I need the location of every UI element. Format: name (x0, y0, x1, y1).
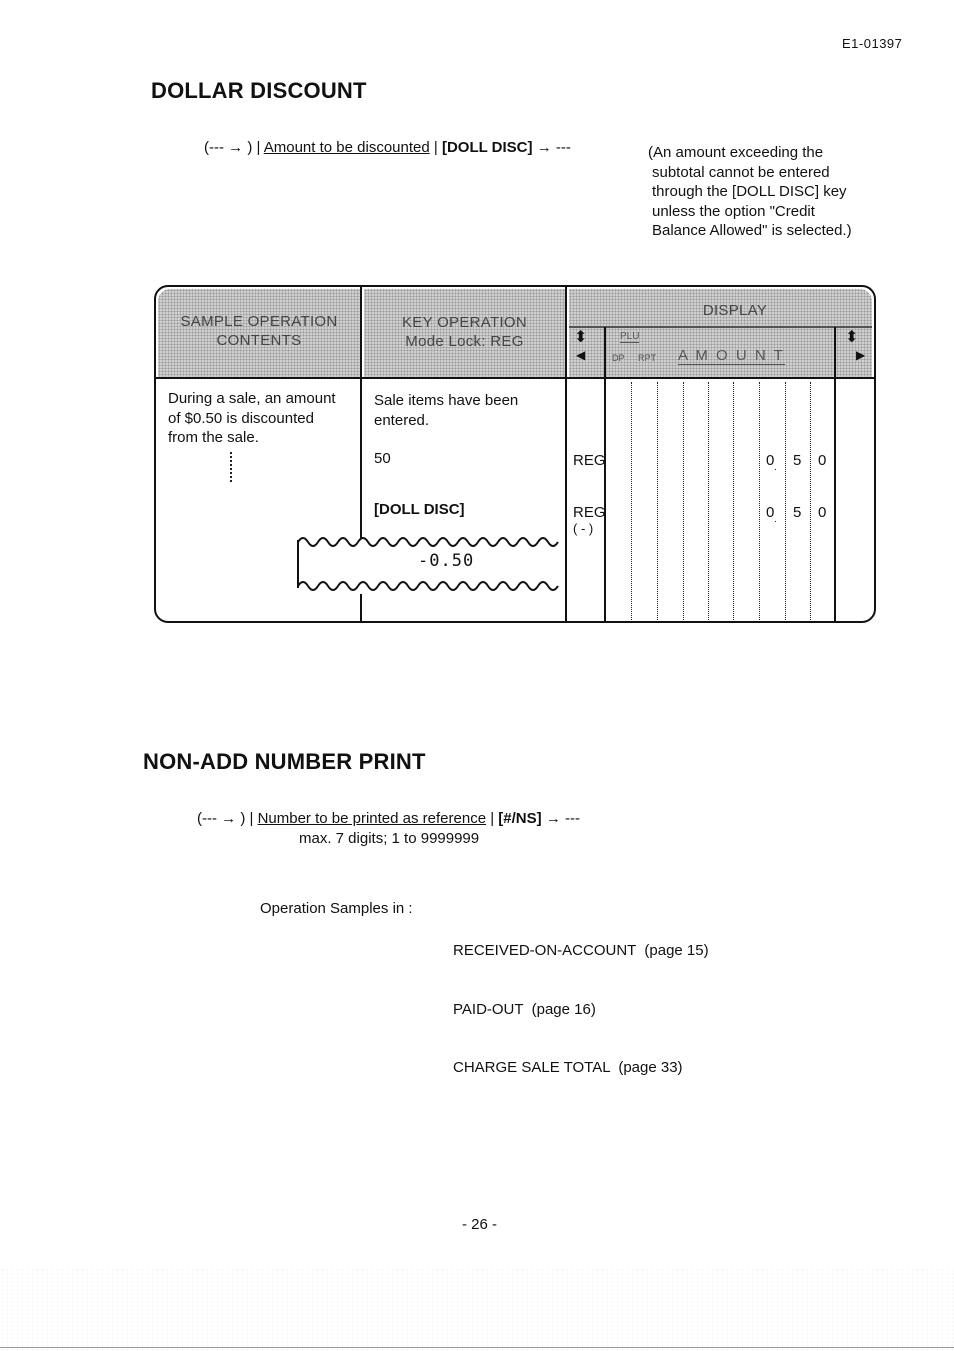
contents-line: from the sale. (168, 429, 259, 446)
syntax-open: (--- (197, 810, 217, 827)
note-line: Balance Allowed" is selected.) (652, 222, 852, 239)
note-line: through the [DOLL DISC] key (652, 183, 847, 200)
display-digit: 0 (818, 452, 827, 469)
display-mode: REG (573, 452, 606, 469)
display-mode-sub: ( - ) (573, 521, 594, 536)
note-line: (An amount exceeding the (648, 144, 824, 161)
header-key-op-label (364, 313, 565, 351)
section-title-non-add: NON-ADD NUMBER PRINT (143, 749, 426, 774)
amount-label: A M O U N T (678, 347, 785, 364)
plu-label: PLU (620, 331, 640, 342)
syntax-open: (--- (204, 139, 224, 156)
contents-line: During a sale, an amount (168, 390, 336, 407)
updown-arrow-icon: ⬍ (574, 329, 588, 346)
arrow-icon: → (228, 139, 244, 156)
digit-column-divider (785, 382, 786, 620)
non-add-syntax (197, 810, 580, 827)
display-digit: 0 (766, 452, 775, 469)
note-line: subtotal cannot be entered (652, 163, 830, 181)
display-digit: 0 (818, 504, 827, 521)
syntax-item: Amount to be discounted (263, 139, 430, 156)
left-arrow-icon: ◀ (576, 348, 586, 362)
syntax-close: ) (240, 810, 246, 827)
sample-ref: RECEIVED-ON-ACCOUNT (page 15) (453, 942, 709, 959)
syntax-key: [DOLL DISC] (441, 139, 533, 156)
key-op-note (374, 391, 518, 430)
display-inner-divider (834, 327, 836, 621)
syntax-tail: --- (564, 810, 580, 827)
key-op-line: Sale items have been (374, 392, 519, 409)
syntax-key: [#/NS] (498, 810, 542, 827)
dollar-discount-note (648, 143, 852, 241)
header-contents-line1: SAMPLE OPERATION (180, 313, 338, 330)
samples-label: Operation Samples in : (260, 900, 413, 917)
digit-column-divider (631, 382, 632, 620)
key-op-doll-disc: [DOLL DISC] (374, 501, 465, 518)
digit-column-divider (657, 382, 658, 620)
header-contents-label (158, 312, 360, 350)
digit-column-divider (683, 382, 684, 620)
page-number: - 26 - (462, 1216, 498, 1233)
header-display-label: DISPLAY (702, 302, 768, 319)
display-mode: REG (573, 504, 606, 521)
dollar-discount-syntax (204, 139, 571, 156)
continuation-dots (230, 452, 232, 482)
syntax-separator: | (490, 810, 495, 827)
scan-edge (0, 1347, 954, 1348)
key-op-value: 50 (374, 450, 391, 467)
syntax-separator: | (249, 810, 254, 827)
arrow-icon: → (545, 810, 561, 827)
non-add-limit: max. 7 digits; 1 to 9999999 (299, 830, 480, 847)
syntax-separator: | (256, 139, 261, 156)
rpt-label: RPT (638, 353, 656, 363)
digit-column-divider (733, 382, 734, 620)
header-divider (156, 377, 874, 379)
sample-contents (168, 389, 336, 448)
display-digit: 5 (793, 452, 802, 469)
right-arrow-icon: ▶ (856, 348, 866, 362)
syntax-separator: | (433, 139, 438, 156)
header-key-op-line2: Mode Lock: REG (405, 333, 524, 350)
key-op-line: entered. (374, 411, 430, 429)
syntax-tail: --- (555, 139, 571, 156)
note-line: unless the option "Credit (652, 202, 815, 220)
contents-line: of $0.50 is discounted (168, 409, 314, 427)
updown-arrow-icon: ⬍ (845, 329, 859, 346)
syntax-item: Number to be printed as reference (257, 810, 487, 827)
display-inner-divider (604, 327, 606, 621)
syntax-close: ) (247, 139, 253, 156)
display-digit: 0 (766, 504, 775, 521)
scan-noise (0, 1268, 954, 1351)
decimal-point: . (774, 462, 777, 473)
receipt-amount: -0.50 (418, 551, 475, 571)
header-key-op-line1: KEY OPERATION (401, 314, 528, 331)
digit-column-divider (759, 382, 760, 620)
digit-column-divider (810, 382, 811, 620)
dp-label: DP (612, 353, 625, 363)
arrow-icon: → (536, 139, 552, 156)
sample-ref: PAID-OUT (page 16) (453, 1000, 596, 1018)
header-contents-line2: CONTENTS (216, 332, 302, 349)
arrow-icon: → (221, 810, 237, 827)
decimal-point: . (774, 514, 777, 525)
section-title-dollar-discount: DOLLAR DISCOUNT (151, 78, 367, 103)
sample-ref: CHARGE SALE TOTAL (page 33) (453, 1059, 683, 1076)
display-header-rule (569, 326, 872, 328)
digit-column-divider (708, 382, 709, 620)
samples-list (453, 902, 709, 1097)
display-digit: 5 (793, 504, 802, 521)
document-id: E1-01397 (842, 36, 903, 51)
